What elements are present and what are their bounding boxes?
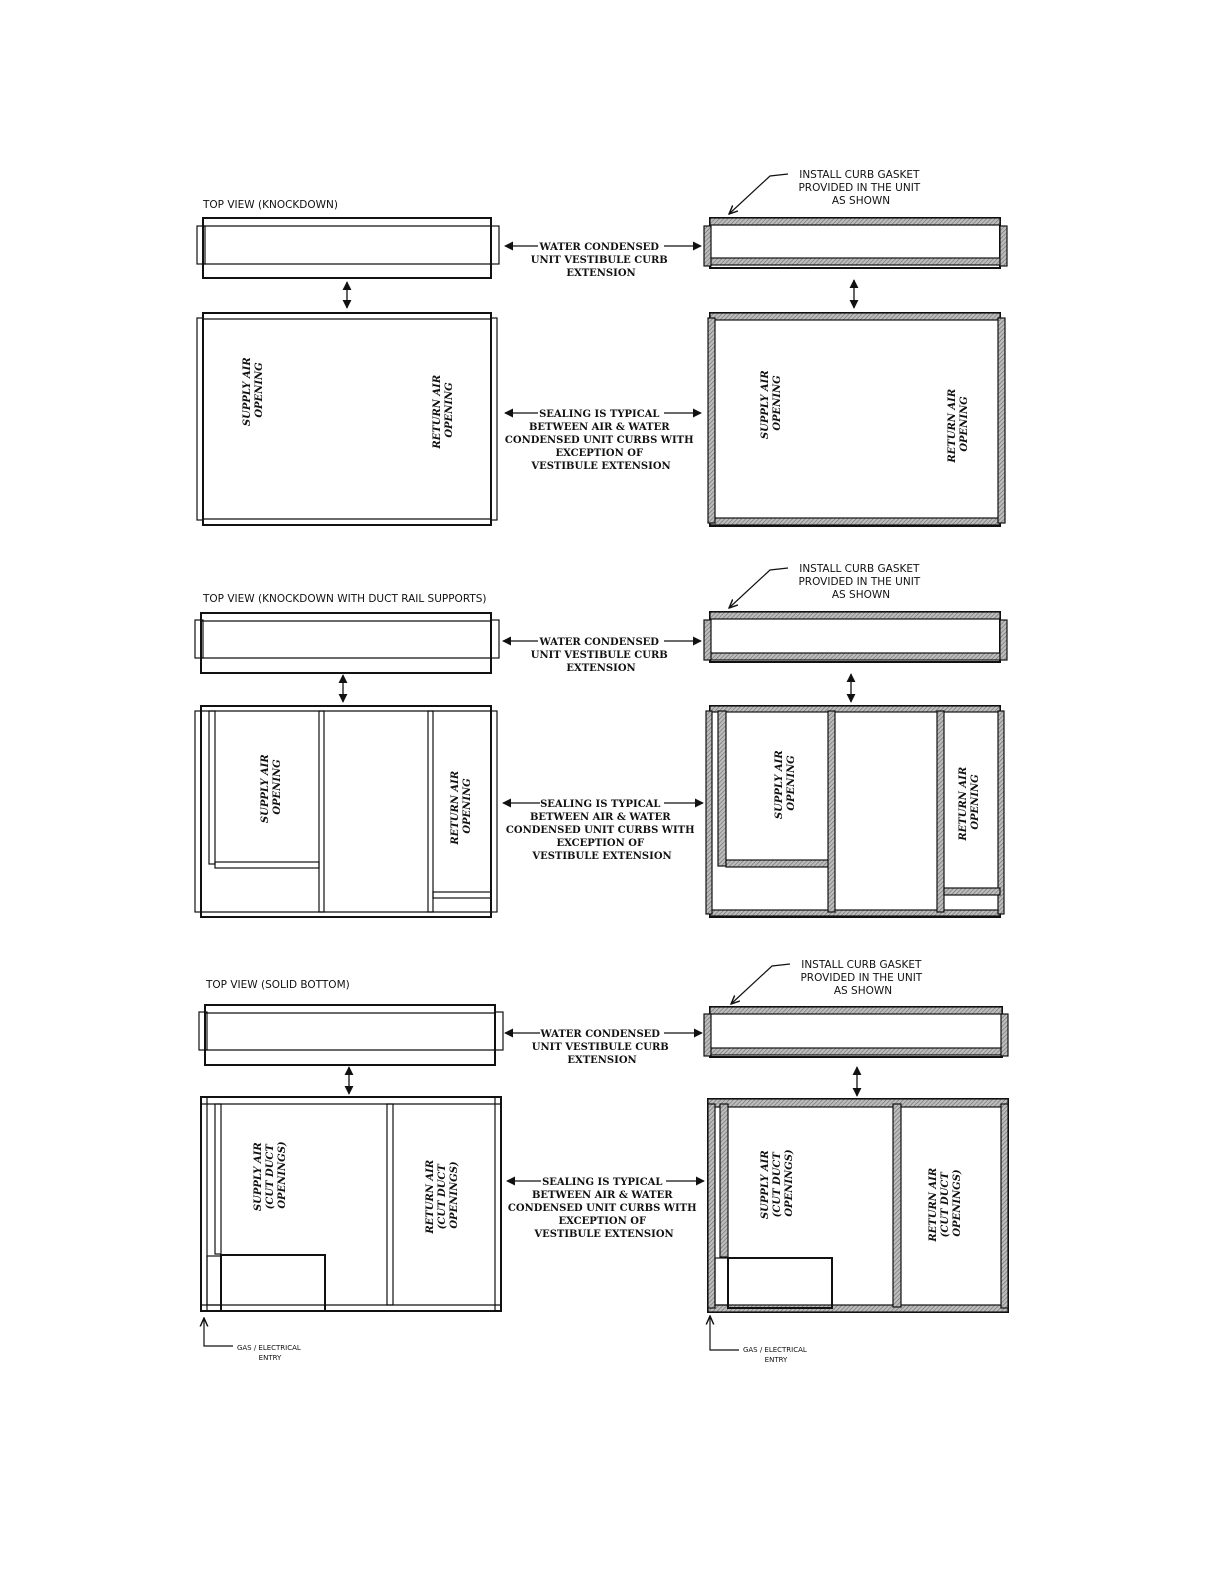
- note-sealing: [503, 799, 703, 862]
- vestibule-extension-right: [704, 218, 1007, 268]
- section-title: TOP VIEW (KNOCKDOWN): [203, 199, 338, 211]
- svg-text:WATER CONDENSED UNIT V: WATER CONDENSED UNIT VESTIBULE CURB EXTENSION: [530, 242, 668, 279]
- return-air-label: RETURN AIR OPENING: [432, 374, 455, 449]
- svg-text:SEALING IS TYPICAL BET: SEALING IS TYPICAL BETWEEN AIR & WATER CONDENSED UNIT CURBS WITH EXCEPTION OF VESTIBULE EXTENSION: [505, 799, 695, 862]
- return-air-label: RETURN AIR (CUT DUCT OPENINGS): [425, 1159, 460, 1234]
- supply-air-label: SUPPLY AIR (CUT DUCT OPENINGS): [253, 1141, 288, 1212]
- section-knockdown: [197, 169, 1007, 526]
- note-sealing: [505, 409, 701, 472]
- vestibule-extension-left: [197, 218, 499, 278]
- note-water-condensed: [505, 1029, 702, 1066]
- svg-text:WATER CONDENSED UNIT V: WATER CONDENSED UNIT VESTIBULE CURB EXTENSION: [531, 1029, 669, 1066]
- vestibule-extension-right: [704, 612, 1007, 662]
- note-install-gasket: [731, 959, 926, 1004]
- supply-air-label: SUPPLY AIR OPENING: [260, 754, 283, 824]
- section-knockdown-duct-rail: [195, 563, 1007, 917]
- return-air-label: RETURN AIR OPENING: [958, 766, 981, 841]
- svg-text:WATER CONDENSED UNIT V: WATER CONDENSED UNIT VESTIBULE CURB EXTENSION: [530, 637, 668, 674]
- supply-air-label: SUPPLY AIR OPENING: [760, 370, 783, 440]
- note-install-gasket: [729, 169, 924, 214]
- return-air-label: RETURN AIR (CUT DUCT OPENINGS): [928, 1167, 963, 1242]
- return-air-label: RETURN AIR OPENING: [947, 388, 970, 463]
- supply-air-label: SUPPLY AIR OPENING: [774, 750, 797, 820]
- svg-text:INSTALL CURB GASKET: INSTALL CURB GASKET PROVIDED IN THE UNIT AS SHOWN: [798, 169, 921, 207]
- vestibule-extension-left: [195, 613, 499, 673]
- supply-air-label: SUPPLY AIR OPENING: [242, 357, 265, 427]
- vestibule-extension-right: [704, 1007, 1008, 1057]
- section-title: TOP VIEW (KNOCKDOWN WITH DUCT RAIL SUPPORTS): [203, 593, 487, 605]
- svg-text:GAS / ELECTRICAL ENTRY: GAS / ELECTRICAL ENTRY: [236, 1344, 301, 1362]
- svg-text:GAS / ELECTRICAL ENTRY: GAS / ELECTRICAL ENTRY: [742, 1346, 807, 1364]
- curb-right-solid-bottom: [708, 1099, 1008, 1312]
- note-gas-entry: [710, 1316, 809, 1364]
- return-air-label: RETURN AIR OPENING: [450, 770, 473, 845]
- svg-text:INSTALL CURB GASKET: INSTALL CURB GASKET PROVIDED IN THE UNIT AS SHOWN: [800, 959, 923, 997]
- note-gas-entry: [204, 1318, 303, 1362]
- section-title: TOP VIEW (SOLID BOTTOM): [206, 979, 350, 991]
- svg-text:SEALING IS TYPICAL BET: SEALING IS TYPICAL BETWEEN AIR & WATER CONDENSED UNIT CURBS WITH EXCEPTION OF VESTIBULE EXTENSION: [507, 1177, 697, 1240]
- supply-air-label: SUPPLY AIR (CUT DUCT OPENINGS): [760, 1149, 795, 1220]
- svg-text:SEALING IS TYPICAL BET: SEALING IS TYPICAL BETWEEN AIR & WATER CONDENSED UNIT CURBS WITH EXCEPTION OF VESTIBULE EXTENSION: [504, 409, 694, 472]
- section-solid-bottom: [199, 959, 1008, 1364]
- svg-text:INSTALL CURB GASKET: INSTALL CURB GASKET PROVIDED IN THE UNIT AS SHOWN: [798, 563, 921, 601]
- vestibule-extension-left: [199, 1005, 503, 1065]
- note-water-condensed: [503, 637, 701, 674]
- note-sealing: [507, 1177, 704, 1240]
- note-install-gasket: [729, 563, 924, 608]
- note-water-condensed: [505, 242, 701, 279]
